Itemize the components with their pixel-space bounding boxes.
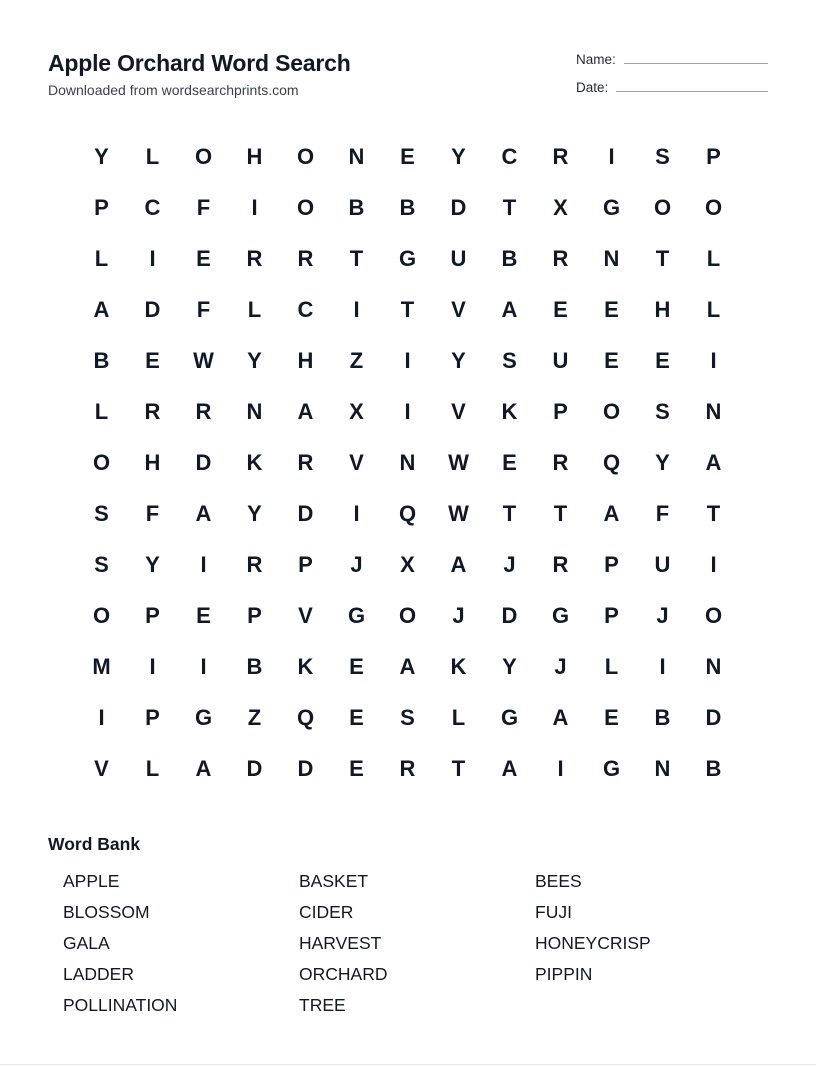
grid-letter[interactable]: I	[98, 704, 105, 730]
grid-letter[interactable]: Q	[602, 449, 621, 475]
grid-letter[interactable]: O	[92, 449, 111, 475]
grid-letter[interactable]: B	[501, 245, 518, 271]
grid-letter[interactable]: G	[194, 704, 213, 730]
grid-letter[interactable]: O	[398, 602, 417, 628]
grid-letter[interactable]: G	[602, 755, 621, 781]
grid-letter[interactable]: T	[655, 245, 670, 271]
grid-letter[interactable]: L	[706, 245, 721, 271]
grid-letter[interactable]: K	[450, 653, 467, 679]
grid-letter[interactable]: F	[655, 500, 670, 526]
grid-letter[interactable]: R	[297, 449, 314, 475]
grid-letter[interactable]: P	[298, 551, 313, 577]
grid-letter[interactable]: D	[297, 755, 314, 781]
grid-letter[interactable]: P	[553, 398, 568, 424]
grid-letter[interactable]: B	[348, 194, 365, 220]
grid-letter[interactable]: Z	[349, 347, 364, 373]
grid-letter[interactable]: P	[706, 143, 721, 169]
grid-letter[interactable]: R	[552, 449, 569, 475]
grid-letter[interactable]: X	[400, 551, 415, 577]
grid-letter[interactable]: N	[654, 755, 671, 781]
word-bank-item: HONEYCRISP	[535, 933, 651, 953]
name-label: Name:	[576, 52, 616, 67]
grid-letter[interactable]: T	[502, 194, 517, 220]
grid-letter[interactable]: A	[297, 398, 314, 424]
grid-letter[interactable]: Y	[247, 347, 262, 373]
grid-letter[interactable]: R	[552, 551, 569, 577]
grid-letter[interactable]: D	[501, 602, 518, 628]
grid-letter[interactable]: E	[349, 653, 364, 679]
grid-letter[interactable]: Y	[451, 143, 466, 169]
grid-letter[interactable]: L	[247, 296, 262, 322]
grid-letter[interactable]: N	[705, 653, 722, 679]
grid-letter[interactable]: P	[145, 602, 160, 628]
word-bank-item: GALA	[63, 933, 110, 953]
grid-letter[interactable]: D	[450, 194, 467, 220]
name-field[interactable]	[576, 48, 768, 68]
grid-letter[interactable]: D	[246, 755, 263, 781]
grid-letter[interactable]: A	[603, 500, 620, 526]
grid-letter[interactable]: D	[705, 704, 722, 730]
grid-letter[interactable]: E	[502, 449, 517, 475]
grid-letter[interactable]: M	[92, 653, 111, 679]
grid-letter[interactable]: B	[705, 755, 722, 781]
grid-letter[interactable]: D	[195, 449, 212, 475]
grid-letter[interactable]: L	[604, 653, 619, 679]
grid-letter[interactable]: S	[655, 143, 670, 169]
grid-letter[interactable]: R	[297, 245, 314, 271]
grid-letter[interactable]: E	[604, 296, 619, 322]
grid-letter[interactable]: R	[246, 245, 263, 271]
grid-letter[interactable]: B	[246, 653, 263, 679]
grid-letter[interactable]: H	[144, 449, 161, 475]
grid-letter[interactable]: S	[400, 704, 415, 730]
grid-letter[interactable]: L	[145, 755, 160, 781]
grid-letter[interactable]: P	[94, 194, 109, 220]
grid-letter[interactable]: G	[500, 704, 519, 730]
grid-letter[interactable]: F	[196, 296, 211, 322]
grid-letter[interactable]: N	[246, 398, 263, 424]
grid-letter[interactable]: P	[247, 602, 262, 628]
word-bank-item: CIDER	[299, 902, 354, 922]
grid-letter[interactable]: O	[92, 602, 111, 628]
grid-letter[interactable]: V	[349, 449, 364, 475]
word-bank-item: BASKET	[299, 871, 369, 891]
grid-letter[interactable]: S	[655, 398, 670, 424]
grid-letter[interactable]: A	[450, 551, 467, 577]
grid-letter[interactable]: G	[398, 245, 417, 271]
grid-letter[interactable]: K	[246, 449, 263, 475]
date-field[interactable]	[576, 76, 768, 96]
grid-letter[interactable]: F	[145, 500, 160, 526]
word-bank-item: POLLINATION	[63, 995, 178, 1015]
grid-letter[interactable]: I	[404, 347, 411, 373]
grid-letter[interactable]: I	[710, 347, 717, 373]
grid-letter[interactable]: V	[451, 398, 466, 424]
source-subtitle: Downloaded from wordsearchprints.com	[48, 82, 299, 98]
word-bank	[63, 868, 773, 1023]
grid-letter[interactable]: E	[196, 245, 211, 271]
grid-letter[interactable]: W	[448, 500, 469, 526]
grid-letter[interactable]: J	[452, 602, 465, 628]
grid-letter[interactable]: Y	[145, 551, 160, 577]
grid-letter[interactable]: C	[297, 296, 314, 322]
name-line[interactable]	[624, 63, 768, 64]
grid-letter[interactable]: T	[502, 500, 517, 526]
grid-letter[interactable]: N	[348, 143, 365, 169]
grid-letter[interactable]: L	[706, 296, 721, 322]
grid-letter[interactable]: A	[195, 755, 212, 781]
word-bank-item: PIPPIN	[535, 964, 593, 984]
grid-letter[interactable]: B	[93, 347, 110, 373]
grid-letter[interactable]: N	[603, 245, 620, 271]
grid-letter[interactable]: Q	[296, 704, 315, 730]
grid-letter[interactable]: J	[503, 551, 516, 577]
grid-letter[interactable]: R	[144, 398, 161, 424]
grid-letter[interactable]: O	[704, 194, 723, 220]
grid-letter[interactable]: R	[552, 143, 569, 169]
grid-letter[interactable]: E	[196, 602, 211, 628]
grid-letter[interactable]: W	[193, 347, 214, 373]
grid-letter[interactable]: T	[706, 500, 721, 526]
grid-letter[interactable]: B	[399, 194, 416, 220]
grid-letter[interactable]: H	[246, 143, 263, 169]
grid-letter[interactable]: P	[604, 602, 619, 628]
grid-letter[interactable]: J	[656, 602, 669, 628]
grid-letter[interactable]: V	[94, 755, 109, 781]
grid-letter[interactable]: H	[654, 296, 671, 322]
grid-letter[interactable]: L	[94, 398, 109, 424]
grid-letter[interactable]: E	[655, 347, 670, 373]
grid-letter[interactable]: Q	[398, 500, 417, 526]
grid-letter[interactable]: E	[400, 143, 415, 169]
grid-letter[interactable]: A	[195, 500, 212, 526]
grid-letter[interactable]: D	[144, 296, 161, 322]
grid-letter[interactable]: I	[149, 245, 156, 271]
word-bank-title: Word Bank	[48, 834, 141, 854]
grid-letter[interactable]: I	[149, 653, 156, 679]
grid-letter[interactable]: G	[551, 602, 570, 628]
grid-letter[interactable]: I	[200, 653, 207, 679]
grid-letter[interactable]: G	[602, 194, 621, 220]
grid-letter[interactable]: I	[353, 296, 360, 322]
word-bank-item: TREE	[299, 995, 346, 1015]
grid-letter[interactable]: Z	[247, 704, 262, 730]
grid-letter[interactable]: B	[654, 704, 671, 730]
grid-letter[interactable]: A	[501, 755, 518, 781]
grid-letter[interactable]: A	[552, 704, 569, 730]
grid-letter[interactable]: J	[554, 653, 567, 679]
grid-letter[interactable]: O	[653, 194, 672, 220]
grid-letter[interactable]: Y	[247, 500, 262, 526]
word-bank-item: APPLE	[63, 871, 120, 891]
grid-letter[interactable]: N	[705, 398, 722, 424]
page-title: Apple Orchard Word Search	[48, 50, 351, 76]
grid-letter[interactable]: V	[451, 296, 466, 322]
grid-letter[interactable]: P	[604, 551, 619, 577]
grid-letter[interactable]: U	[552, 347, 569, 373]
grid-letter[interactable]: I	[251, 194, 258, 220]
word-bank-item: BEES	[535, 871, 582, 891]
grid-letter[interactable]: E	[553, 296, 568, 322]
grid-letter[interactable]: I	[710, 551, 717, 577]
grid-letter[interactable]: Y	[655, 449, 670, 475]
grid-letter[interactable]: T	[400, 296, 415, 322]
grid-letter[interactable]: I	[659, 653, 666, 679]
grid-letter[interactable]: C	[501, 143, 518, 169]
grid-letter[interactable]: O	[194, 143, 213, 169]
grid-letter[interactable]: O	[296, 194, 315, 220]
grid-letter[interactable]: J	[350, 551, 363, 577]
grid-letter[interactable]: T	[451, 755, 466, 781]
grid-letter[interactable]: U	[654, 551, 671, 577]
grid-letter[interactable]: E	[349, 704, 364, 730]
grid-letter[interactable]: Y	[451, 347, 466, 373]
grid-letter[interactable]: A	[501, 296, 518, 322]
letter-grid	[76, 131, 739, 794]
grid-letter[interactable]: I	[404, 398, 411, 424]
grid-letter[interactable]: X	[349, 398, 364, 424]
grid-letter[interactable]: I	[200, 551, 207, 577]
grid-letter[interactable]: E	[604, 347, 619, 373]
grid-letter[interactable]: S	[94, 500, 109, 526]
grid-letter[interactable]: T	[349, 245, 364, 271]
grid-letter[interactable]: S	[94, 551, 109, 577]
grid-letter[interactable]: P	[145, 704, 160, 730]
grid-letter[interactable]: U	[450, 245, 467, 271]
word-bank-item: HARVEST	[299, 933, 382, 953]
grid-letter[interactable]: A	[93, 296, 110, 322]
grid-letter[interactable]: A	[399, 653, 416, 679]
grid-letter[interactable]: G	[347, 602, 366, 628]
grid-letter[interactable]: R	[399, 755, 416, 781]
word-bank-item: LADDER	[63, 964, 134, 984]
grid-letter[interactable]: R	[246, 551, 263, 577]
grid-letter[interactable]: L	[145, 143, 160, 169]
grid-letter[interactable]: K	[297, 653, 314, 679]
grid-letter[interactable]: C	[144, 194, 161, 220]
grid-letter[interactable]: K	[501, 398, 518, 424]
grid-letter[interactable]: A	[705, 449, 722, 475]
grid-letter[interactable]: D	[297, 500, 314, 526]
grid-letter[interactable]: O	[296, 143, 315, 169]
grid-letter[interactable]: I	[557, 755, 564, 781]
grid-letter[interactable]: I	[608, 143, 615, 169]
grid-letter[interactable]: T	[553, 500, 568, 526]
grid-letter[interactable]: S	[502, 347, 517, 373]
grid-letter[interactable]: N	[399, 449, 416, 475]
grid-letter[interactable]: F	[196, 194, 211, 220]
grid-letter[interactable]: V	[298, 602, 313, 628]
grid-letter[interactable]: R	[552, 245, 569, 271]
grid-letter[interactable]: E	[604, 704, 619, 730]
word-bank-item: BLOSSOM	[63, 902, 150, 922]
word-bank-item: FUJI	[535, 902, 572, 922]
grid-letter[interactable]: O	[704, 602, 723, 628]
grid-letter[interactable]: X	[553, 194, 568, 220]
grid-letter[interactable]: R	[195, 398, 212, 424]
grid-letter[interactable]: W	[448, 449, 469, 475]
date-line[interactable]	[616, 91, 768, 92]
grid-letter[interactable]: L	[451, 704, 466, 730]
grid-letter[interactable]: H	[297, 347, 314, 373]
grid-letter[interactable]: Y	[502, 653, 517, 679]
grid-letter[interactable]: O	[602, 398, 621, 424]
grid-letter[interactable]: E	[349, 755, 364, 781]
bottom-divider	[0, 1064, 816, 1065]
grid-letter[interactable]: E	[145, 347, 160, 373]
grid-letter[interactable]: I	[353, 500, 360, 526]
grid-letter[interactable]: L	[94, 245, 109, 271]
grid-letter[interactable]: Y	[94, 143, 109, 169]
date-label: Date:	[576, 80, 609, 95]
word-bank-item: ORCHARD	[299, 964, 388, 984]
